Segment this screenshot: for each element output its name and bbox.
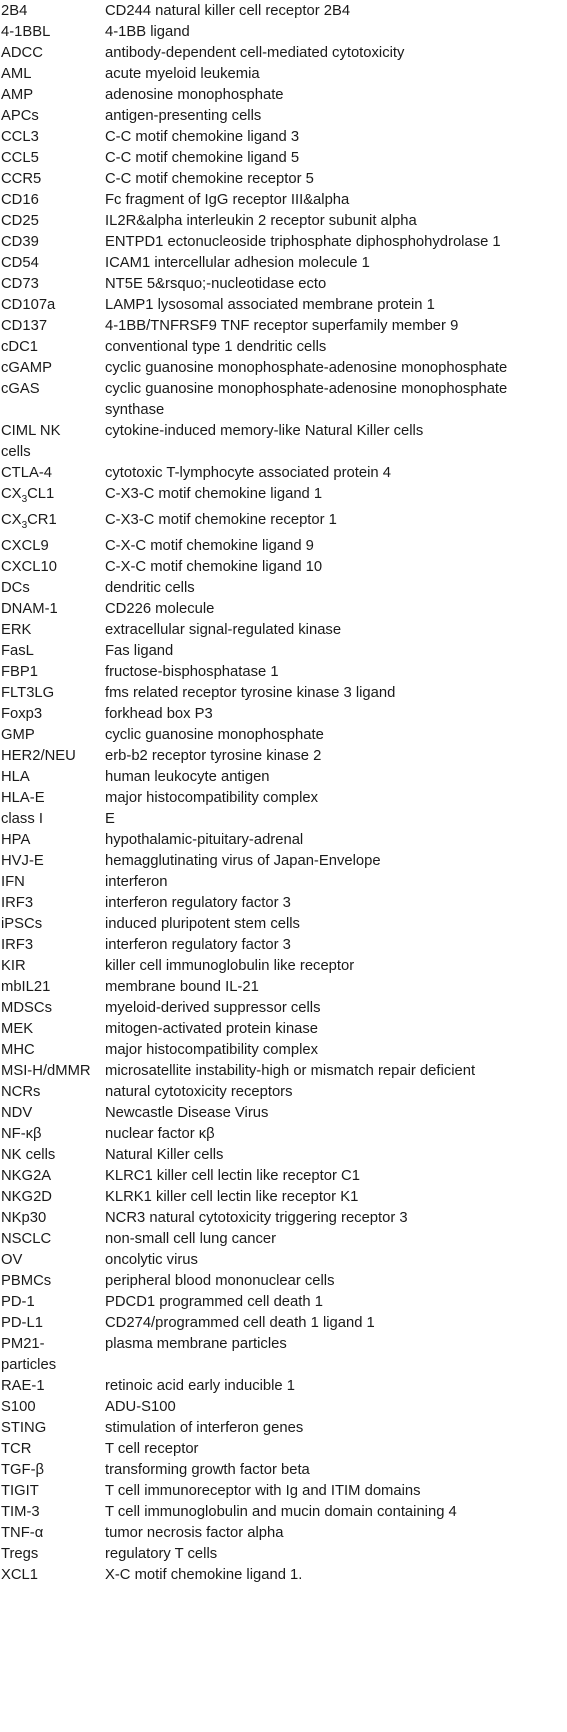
abbreviation-term: CD54 [1, 255, 39, 271]
abbreviation-row [0, 536, 567, 557]
abbreviation-row [0, 1250, 567, 1271]
abbreviation-row [0, 1208, 567, 1229]
abbreviation-row [0, 358, 567, 379]
abbreviation-term: CD25 [1, 213, 39, 229]
abbreviation-row [0, 1, 567, 22]
abbreviation-term: CIML NK [1, 423, 61, 439]
abbreviation-definition: forkhead box P3 [105, 705, 213, 722]
abbreviation-definition: oncolytic virus [105, 1251, 198, 1268]
abbreviation-row [0, 620, 567, 641]
abbreviation-term: NF-κβ [1, 1125, 42, 1142]
abbreviation-term: PD-L1 [1, 1314, 43, 1331]
abbreviation-term: DCs [1, 579, 30, 596]
abbreviation-definition: retinoic acid early inducible 1 [105, 1377, 295, 1394]
abbreviation-row [0, 295, 567, 316]
abbreviation-definition: fructose-bisphosphatase 1 [105, 663, 279, 680]
abbreviation-term: HVJ-E [1, 852, 44, 869]
abbreviation-definition: dendritic cells [105, 579, 195, 596]
abbreviation-row [0, 337, 567, 358]
abbreviation-term: NCRs [1, 1083, 41, 1100]
abbreviation-definition: natural cytotoxicity receptors [105, 1083, 293, 1100]
abbreviation-definition: nuclear factor κβ [105, 1125, 215, 1142]
abbreviation-term: AMP [1, 87, 34, 103]
abbreviation-definition: KLRK1 killer cell lectin like receptor K1 [105, 1188, 359, 1205]
abbreviation-row [0, 1376, 567, 1397]
abbreviation-row [0, 379, 567, 400]
abbreviation-term: 4-1BBL [1, 24, 51, 40]
abbreviation-term: FBP1 [1, 663, 39, 680]
abbreviation-definition: C-X-C motif chemokine ligand 10 [105, 558, 323, 575]
abbreviation-definition: microsatellite instability-high or mismatch repair deficient [105, 1062, 476, 1079]
abbreviation-row [0, 232, 567, 253]
abbreviation-row [0, 1124, 567, 1145]
abbreviation-definition: NCR3 natural cytotoxicity triggering receptor 3 [105, 1209, 408, 1226]
abbreviation-term: TGF-β [1, 1461, 45, 1478]
abbreviation-definition: non-small cell lung cancer [105, 1230, 277, 1247]
abbreviation-row [0, 148, 567, 169]
abbreviation-definition: Newcastle Disease Virus [105, 1104, 269, 1121]
abbreviation-term: PD-1 [1, 1293, 35, 1310]
abbreviation-term: CCL3 [1, 129, 39, 145]
abbreviation-row [0, 977, 567, 998]
abbreviation-definition: KLRC1 killer cell lectin like receptor C1 [105, 1167, 360, 1184]
abbreviation-definition: cyclic guanosine monophosphate-adenosine monophosphate [105, 381, 508, 397]
abbreviation-row [0, 1334, 567, 1355]
abbreviation-definition: CD274/programmed cell death 1 ligand 1 [105, 1314, 375, 1331]
abbreviation-definition: human leukocyte antigen [105, 768, 270, 785]
abbreviation-term: 2B4 [1, 3, 28, 19]
abbreviation-term: PBMCs [1, 1272, 52, 1289]
abbreviation-term: APCs [1, 108, 39, 124]
abbreviation-term: TIGIT [1, 1482, 39, 1499]
abbreviation-definition: mitogen-activated protein kinase [105, 1020, 319, 1037]
abbreviation-definition: plasma membrane particles [105, 1335, 287, 1352]
abbreviation-row [0, 809, 567, 830]
abbreviation-definition: C-X3-C motif chemokine receptor 1 [105, 511, 337, 528]
abbreviation-row [0, 1460, 567, 1481]
abbreviation-term: NK cells [1, 1146, 56, 1163]
abbreviation-term: NDV [1, 1104, 33, 1121]
abbreviation-definition: extracellular signal-regulated kinase [105, 621, 342, 638]
abbreviation-row [0, 85, 567, 106]
abbreviation-definition: myeloid-derived suppressor cells [105, 999, 321, 1016]
abbreviation-term: PM21- [1, 1335, 45, 1352]
abbreviation-term: STING [1, 1419, 47, 1436]
abbreviation-definition: adenosine monophosphate [105, 87, 284, 103]
abbreviation-term: MSI-H/dMMR [1, 1062, 91, 1079]
abbreviation-term: DNAM-1 [1, 600, 58, 617]
abbreviation-definition: C-C motif chemokine ligand 3 [105, 129, 300, 145]
abbreviation-definition: cyclic guanosine monophosphate [105, 726, 324, 743]
abbreviation-row [0, 106, 567, 127]
abbreviation-term: CCL5 [1, 150, 39, 166]
abbreviation-row [0, 1019, 567, 1040]
abbreviation-term: cGAMP [1, 360, 52, 376]
abbreviation-row [0, 1166, 567, 1187]
abbreviation-row [0, 1502, 567, 1523]
abbreviation-term: CCR5 [1, 171, 42, 187]
abbreviation-term: IFN [1, 873, 25, 890]
abbreviation-definition-continuation [105, 1355, 567, 1376]
abbreviation-definition: Fas ligand [105, 642, 174, 659]
abbreviation-term: FasL [1, 642, 34, 659]
abbreviation-definition: Natural Killer cells [105, 1146, 224, 1163]
abbreviation-definition: LAMP1 lysosomal associated membrane protein 1 [105, 297, 435, 313]
abbreviation-definition: 4-1BB/TNFRSF9 TNF receptor superfamily member 9 [105, 318, 459, 334]
abbreviation-row [0, 1103, 567, 1124]
abbreviation-term: KIR [1, 957, 26, 974]
abbreviation-row [0, 1082, 567, 1103]
abbreviation-term: TNF-α [1, 1524, 44, 1541]
abbreviation-row [0, 914, 567, 935]
abbreviation-term: TIM-3 [1, 1503, 40, 1520]
abbreviation-definition: T cell receptor [105, 1440, 199, 1457]
abbreviation-definition: C-X-C motif chemokine ligand 9 [105, 537, 314, 554]
abbreviation-row [0, 1229, 567, 1250]
abbreviation-term: ADCC [1, 45, 43, 61]
abbreviation-row-continuation [0, 1355, 567, 1376]
abbreviation-definition: C-C motif chemokine receptor 5 [105, 171, 314, 187]
abbreviation-term: MHC [1, 1041, 35, 1058]
abbreviation-term: CD39 [1, 234, 39, 250]
abbreviation-definition: T cell immunoreceptor with Ig and ITIM domains [105, 1482, 421, 1499]
abbreviation-row [0, 662, 567, 683]
abbreviation-definition: interferon regulatory factor 3 [105, 894, 291, 911]
abbreviation-row [0, 704, 567, 725]
abbreviation-row [0, 253, 567, 274]
abbreviation-term: cDC1 [1, 339, 38, 355]
abbreviation-term: TCR [1, 1440, 32, 1457]
abbreviation-row [0, 463, 567, 484]
abbreviation-definition: ADU-S100 [105, 1398, 176, 1415]
abbreviation-row [0, 1145, 567, 1166]
abbreviation-definition-continuation [105, 442, 567, 463]
abbreviation-row [0, 935, 567, 956]
abbreviation-definition-continuation: synthase [105, 402, 165, 418]
abbreviation-definition: T cell immunoglobulin and mucin domain containing 4 [105, 1503, 457, 1520]
abbreviation-term: RAE-1 [1, 1377, 45, 1394]
abbreviation-row [0, 956, 567, 977]
abbreviation-term: CXCL9 [1, 537, 49, 554]
abbreviation-definition: fms related receptor tyrosine kinase 3 ligand [105, 684, 396, 701]
abbreviation-row [0, 1271, 567, 1292]
abbreviation-row [0, 1292, 567, 1313]
abbreviation-term: ERK [1, 621, 32, 638]
abbreviation-definition: erb-b2 receptor tyrosine kinase 2 [105, 747, 322, 764]
abbreviation-row [0, 22, 567, 43]
abbreviation-row [0, 1061, 567, 1082]
abbreviation-row [0, 998, 567, 1019]
abbreviation-term: MDSCs [1, 999, 52, 1016]
abbreviation-definition: interferon regulatory factor 3 [105, 936, 291, 953]
abbreviation-definition: 4-1BB ligand [105, 24, 190, 40]
abbreviation-term: XCL1 [1, 1566, 39, 1583]
abbreviation-row [0, 746, 567, 767]
abbreviation-definition: stimulation of interferon genes [105, 1419, 304, 1436]
abbreviation-row [0, 274, 567, 295]
abbreviation-definition: C-X3-C motif chemokine ligand 1 [105, 486, 323, 502]
abbreviation-row [0, 169, 567, 190]
abbreviation-definition: Fc fragment of IgG receptor III&alpha [105, 192, 350, 208]
abbreviation-row [0, 830, 567, 851]
abbreviation-definition: membrane bound IL-21 [105, 978, 259, 995]
abbreviation-row [0, 484, 567, 510]
abbreviation-term: NSCLC [1, 1230, 52, 1247]
abbreviation-row [0, 767, 567, 788]
abbreviation-term: CD73 [1, 276, 39, 292]
abbreviation-row [0, 1187, 567, 1208]
abbreviation-term: HPA [1, 831, 31, 848]
abbreviation-definition: killer cell immunoglobulin like receptor [105, 957, 355, 974]
abbreviation-row [0, 1418, 567, 1439]
abbreviation-definition: CD244 natural killer cell receptor 2B4 [105, 3, 351, 19]
abbreviation-term: CD16 [1, 192, 39, 208]
abbreviation-term: IRF3 [1, 936, 34, 953]
abbreviation-row [0, 1040, 567, 1061]
abbreviation-definition: cytotoxic T-lymphocyte associated protein 4 [105, 465, 391, 481]
abbreviation-term: S100 [1, 1398, 36, 1415]
abbreviation-term: FLT3LG [1, 684, 55, 701]
abbreviation-row [0, 599, 567, 620]
abbreviation-definition: IL2R&alpha interleukin 2 receptor subunit alpha [105, 213, 417, 229]
abbreviation-term: $CX_3CR1$ [1, 511, 57, 531]
abbreviation-row [0, 1439, 567, 1460]
abbreviation-definition: cyclic guanosine monophosphate-adenosine monophosphate [105, 360, 508, 376]
abbreviation-term-continuation: cells [1, 444, 31, 460]
abbreviation-row [0, 788, 567, 809]
abbreviation-term: Foxp3 [1, 705, 43, 722]
abbreviation-row [0, 1397, 567, 1418]
abbreviation-row [0, 1481, 567, 1502]
abbreviation-term: HLA-E [1, 789, 45, 806]
abbreviation-row [0, 211, 567, 232]
abbreviation-definition: antibody-dependent cell-mediated cytotoxicity [105, 45, 405, 61]
abbreviation-row [0, 1313, 567, 1334]
abbreviation-row-continuation [0, 442, 567, 463]
abbreviation-term-continuation [0, 400, 105, 421]
abbreviation-term: cGAS [1, 381, 40, 397]
abbreviation-definition: acute myeloid leukemia [105, 66, 260, 82]
abbreviation-term: HLA [1, 768, 30, 785]
abbreviation-definition: peripheral blood mononuclear cells [105, 1272, 335, 1289]
abbreviation-definition: regulatory T cells [105, 1545, 218, 1562]
abbreviation-term: NKp30 [1, 1209, 47, 1226]
abbreviation-row [0, 1544, 567, 1565]
abbreviation-term: class I [1, 810, 43, 827]
abbreviation-row [0, 893, 567, 914]
abbreviation-term: IRF3 [1, 894, 34, 911]
abbreviation-term: Tregs [1, 1545, 39, 1562]
abbreviation-definition: transforming growth factor beta [105, 1461, 310, 1478]
abbreviation-definition: NT5E 5&rsquo;-nucleotidase ecto [105, 276, 327, 292]
abbreviation-row [0, 43, 567, 64]
abbreviation-row [0, 851, 567, 872]
abbreviation-term: NKG2A [1, 1167, 52, 1184]
abbreviation-term: CTLA-4 [1, 465, 52, 481]
abbreviation-definition: hemagglutinating virus of Japan-Envelope [105, 852, 381, 869]
abbreviation-row [0, 510, 567, 536]
abbreviation-definition: E [105, 810, 115, 827]
abbreviation-row [0, 316, 567, 337]
abbreviation-term: CD107a [1, 297, 56, 313]
abbreviation-term: mbIL21 [1, 978, 51, 995]
abbreviation-definition: C-C motif chemokine ligand 5 [105, 150, 300, 166]
abbreviation-term: HER2/NEU [1, 747, 76, 764]
abbreviation-row [0, 421, 567, 442]
abbreviation-term: MEK [1, 1020, 34, 1037]
abbreviation-row [0, 190, 567, 211]
abbreviation-row [0, 127, 567, 148]
abbreviation-definition: ICAM1 intercellular adhesion molecule 1 [105, 255, 370, 271]
abbreviation-term: CXCL10 [1, 558, 57, 575]
abbreviation-row [0, 641, 567, 662]
abbreviation-definition: hypothalamic-pituitary-adrenal [105, 831, 304, 848]
abbreviation-row [0, 578, 567, 599]
abbreviation-term: NKG2D [1, 1188, 52, 1205]
abbreviation-definition: tumor necrosis factor alpha [105, 1524, 284, 1541]
abbreviation-term: CD137 [1, 318, 48, 334]
abbreviation-definition: CD226 molecule [105, 600, 215, 617]
abbreviation-term: $CX_3CL1$ [1, 486, 55, 505]
abbreviation-term: OV [1, 1251, 23, 1268]
abbreviation-term: iPSCs [1, 915, 43, 932]
abbreviation-term-continuation: particles [1, 1356, 57, 1373]
abbreviation-definition: major histocompatibility complex [105, 1041, 318, 1058]
abbreviation-definition: X-C motif chemokine ligand 1. [105, 1566, 303, 1583]
abbreviation-definition: antigen-presenting cells [105, 108, 262, 124]
abbreviation-row [0, 64, 567, 85]
abbreviation-row [0, 725, 567, 746]
abbreviation-row [0, 1523, 567, 1544]
abbreviation-definition: induced pluripotent stem cells [105, 915, 300, 932]
abbreviation-row-continuation [0, 400, 567, 421]
abbreviation-definition: PDCD1 programmed cell death 1 [105, 1293, 323, 1310]
abbreviation-row [0, 557, 567, 578]
abbreviation-definition: cytokine-induced memory-like Natural Killer cells [105, 423, 424, 439]
abbreviation-row [0, 683, 567, 704]
abbreviation-definition: conventional type 1 dendritic cells [105, 339, 327, 355]
abbreviation-definition: ENTPD1 ectonucleoside triphosphate diphosphohydrolase 1 [105, 234, 501, 250]
abbreviation-term: GMP [1, 726, 35, 743]
abbreviation-definition: interferon [105, 873, 168, 890]
abbreviation-row [0, 872, 567, 893]
abbreviation-row [0, 1565, 567, 1586]
abbreviation-definition: major histocompatibility complex [105, 789, 318, 806]
abbreviation-term: AML [1, 66, 32, 82]
